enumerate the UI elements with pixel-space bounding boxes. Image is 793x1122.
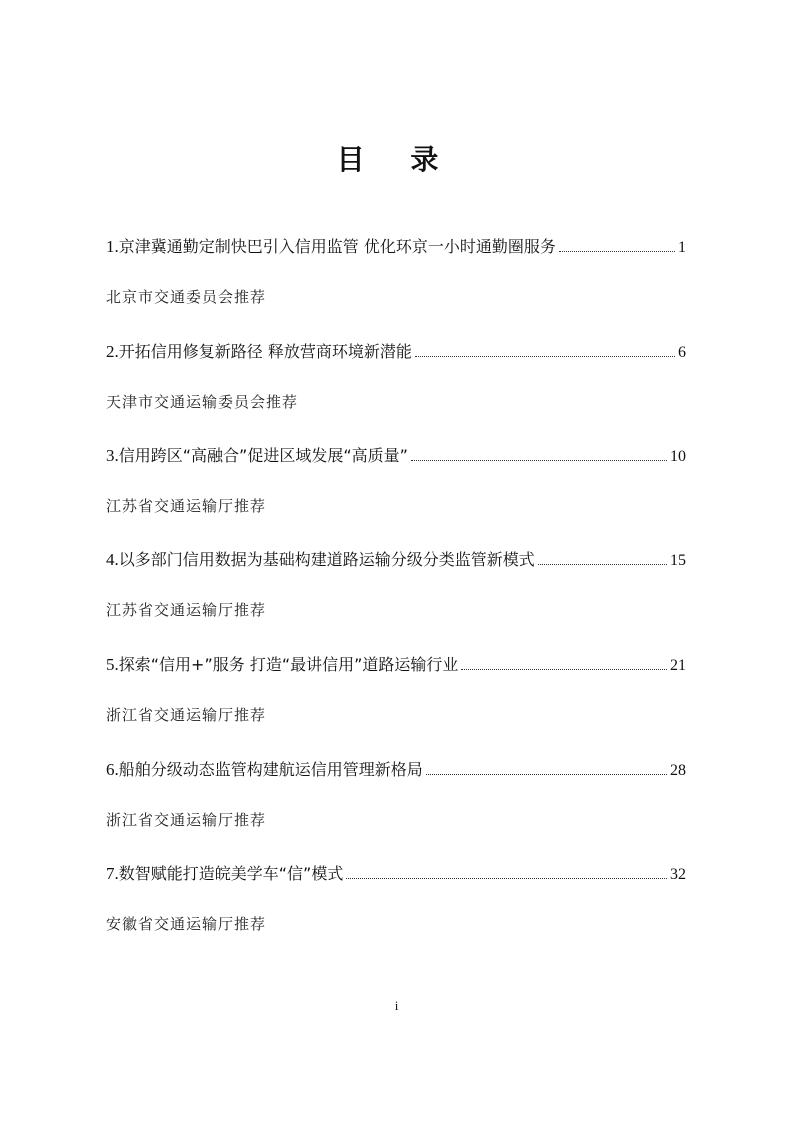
toc-dot-leader bbox=[415, 356, 675, 357]
toc-entry-title: 开拓信用修复新路径 释放营商环境新潜能 bbox=[118, 342, 412, 361]
toc-dot-leader bbox=[426, 774, 667, 775]
toc-entry-recommender: 浙江省交通运输厅推荐 bbox=[106, 811, 267, 829]
toc-line[interactable] bbox=[106, 234, 686, 262]
toc-entry-number: 7. bbox=[106, 864, 119, 883]
toc-entry-page: 10 bbox=[670, 448, 686, 465]
toc-entry-page: 6 bbox=[678, 344, 686, 361]
toc-entry-title: 船舶分级动态监管构建航运信用管理新格局 bbox=[118, 760, 423, 779]
toc-entry-number: 1. bbox=[106, 237, 119, 256]
toc-entry-page: 32 bbox=[670, 866, 686, 883]
toc-entry-3[interactable] bbox=[106, 443, 686, 515]
toc-entry-recommender: 江苏省交通运输厅推荐 bbox=[106, 601, 267, 619]
toc-entry-7[interactable] bbox=[106, 861, 686, 933]
toc-entry-title: 以多部门信用数据为基础构建道路运输分级分类监管新模式 bbox=[118, 550, 535, 569]
toc-dot-leader bbox=[461, 669, 667, 670]
toc-line[interactable] bbox=[106, 339, 686, 367]
toc-line[interactable] bbox=[106, 547, 686, 575]
toc-entry-recommender: 北京市交通委员会推荐 bbox=[106, 288, 267, 306]
toc-line[interactable] bbox=[106, 652, 686, 680]
toc-entry-5[interactable] bbox=[106, 652, 686, 724]
toc-entry-number: 2. bbox=[106, 342, 119, 361]
page-number: i bbox=[394, 998, 399, 1013]
toc-entry-title: 京津冀通勤定制快巴引入信用监管 优化环京一小时通勤圈服务 bbox=[118, 237, 556, 256]
toc-entry-number: 4. bbox=[106, 550, 119, 569]
toc-entry-recommender: 江苏省交通运输厅推荐 bbox=[106, 497, 267, 515]
toc-dot-leader bbox=[559, 251, 675, 252]
toc-line[interactable] bbox=[106, 443, 686, 471]
toc-entry-number: 6. bbox=[106, 760, 119, 779]
toc-entry-recommender: 安徽省交通运输厅推荐 bbox=[106, 915, 267, 933]
toc-entry-number: 5. bbox=[106, 655, 119, 674]
toc-dot-leader bbox=[411, 460, 667, 461]
toc-entry-title: 信用跨区“高融合”促进区域发展“高质量” bbox=[118, 446, 408, 465]
toc-entry-2[interactable] bbox=[106, 339, 686, 411]
toc-entry-title: 数智赋能打造皖美学车“信”模式 bbox=[118, 864, 344, 883]
toc-dot-leader bbox=[538, 564, 667, 565]
toc-entry-page: 15 bbox=[670, 552, 686, 569]
toc-entry-1[interactable] bbox=[106, 234, 686, 306]
toc-entry-page: 1 bbox=[678, 239, 686, 256]
toc-dot-leader bbox=[346, 878, 667, 879]
toc-line[interactable] bbox=[106, 757, 686, 785]
toc-entry-recommender: 浙江省交通运输厅推荐 bbox=[106, 706, 267, 724]
page-title: 目 录 bbox=[336, 143, 457, 176]
toc-line[interactable] bbox=[106, 861, 686, 889]
toc-entry-recommender: 天津市交通运输委员会推荐 bbox=[106, 393, 299, 411]
toc-entry-page: 21 bbox=[670, 657, 686, 674]
toc-entry-title: 探索“信用+”服务 打造“最讲信用”道路运输行业 bbox=[118, 655, 459, 674]
toc-entry-4[interactable] bbox=[106, 547, 686, 619]
toc-entry-page: 28 bbox=[670, 762, 686, 779]
toc-entry-number: 3. bbox=[106, 446, 119, 465]
toc-entry-6[interactable] bbox=[106, 757, 686, 829]
